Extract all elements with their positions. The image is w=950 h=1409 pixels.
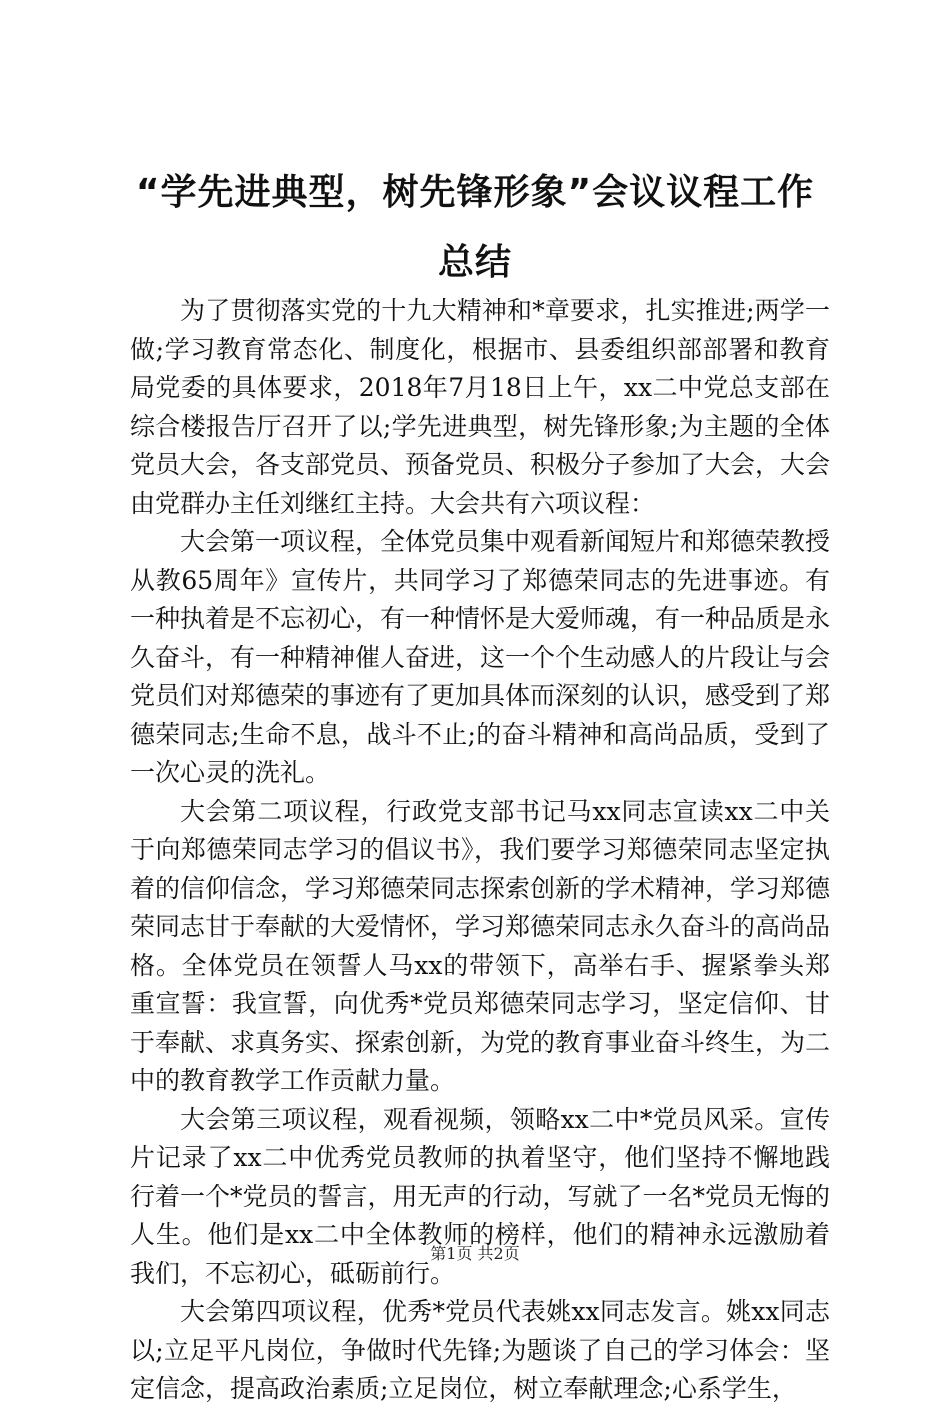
paragraph-agenda-3: 大会第三项议程，观看视频，领略xx二中*党员风采。宣传片记录了xx二中优秀党员教师的执着坚守，他们坚持不懈地践行着一个*党员的誓言，用无声的行动，写就了一名*党员无悔的人生。他们是xx二中全体教师的榜样，他们的精神永远激励着我们，不忘初心，砥砺前行。 bbox=[130, 1104, 831, 1288]
paragraph-agenda-1: 大会第一项议程，全体党员集中观看新闻短片和郑德荣教授从教65周年》宣传片，共同学习了郑德荣同志的先进事迹。有一种执着是不忘初心，有一种情怀是大爱师魂，有一种品质是永久奋斗，有一种精神催人奋进，这一个个生动感人的片段让与会党员们对郑德荣的事迹有了更加具体而深刻的认识，感受到了郑德荣同志;生命不息，战斗不止;的奋斗精神和高尚品质，受到了一次心灵的洗礼。 bbox=[130, 527, 831, 787]
page-number-footer: 第1页 共2页 bbox=[430, 1244, 520, 1263]
paragraph-agenda-2: 大会第二项议程，行政党支部书记马xx同志宣读xx二中关于向郑德荣同志学习的倡议书》，我们要学习郑德荣同志坚定执着的信仰信念，学习郑德荣同志探索创新的学术精神，学习郑德荣同志甘于奉献的大爱情怀，学习郑德荣同志永久奋斗的高尚品格。全体党员在领誓人马xx的带领下，高举右手、握紧拳头郑重宣誓：我宣誓，向优秀*党员郑德荣同志学习，坚定信仰、甘于奉献、求真务实、探索创新，为党的教育事业奋斗终生，为二中的教育教学工作贡献力量。 bbox=[130, 796, 831, 1095]
paragraph-agenda-4: 大会第四项议程，优秀*党员代表姚xx同志发言。姚xx同志以;立足平凡岗位，争做时代先锋;为题谈了自己的学习体会：坚定信念，提高政治素质;立足岗位，树立奉献理念;心系学生， bbox=[130, 1297, 830, 1403]
document-title: “学先进典型，树先锋形象”会议议程工作总结 bbox=[135, 172, 815, 283]
document-body bbox=[130, 292, 830, 1409]
paragraph-intro: 为了贯彻落实党的十九大精神和*章要求，扎实推进;两学一做;学习教育常态化、制度化，根据市、县委组织部部署和教育局党委的具体要求，2018年7月18日上午，xx二中党总支部在综合楼报告厅召开了以;学先进典型，树先锋形象;为主题的全体党员大会，各支部党员、预备党员、积极分子参加了大会，大会由党群办主任刘继红主持。大会共有六项议程： bbox=[130, 296, 831, 518]
